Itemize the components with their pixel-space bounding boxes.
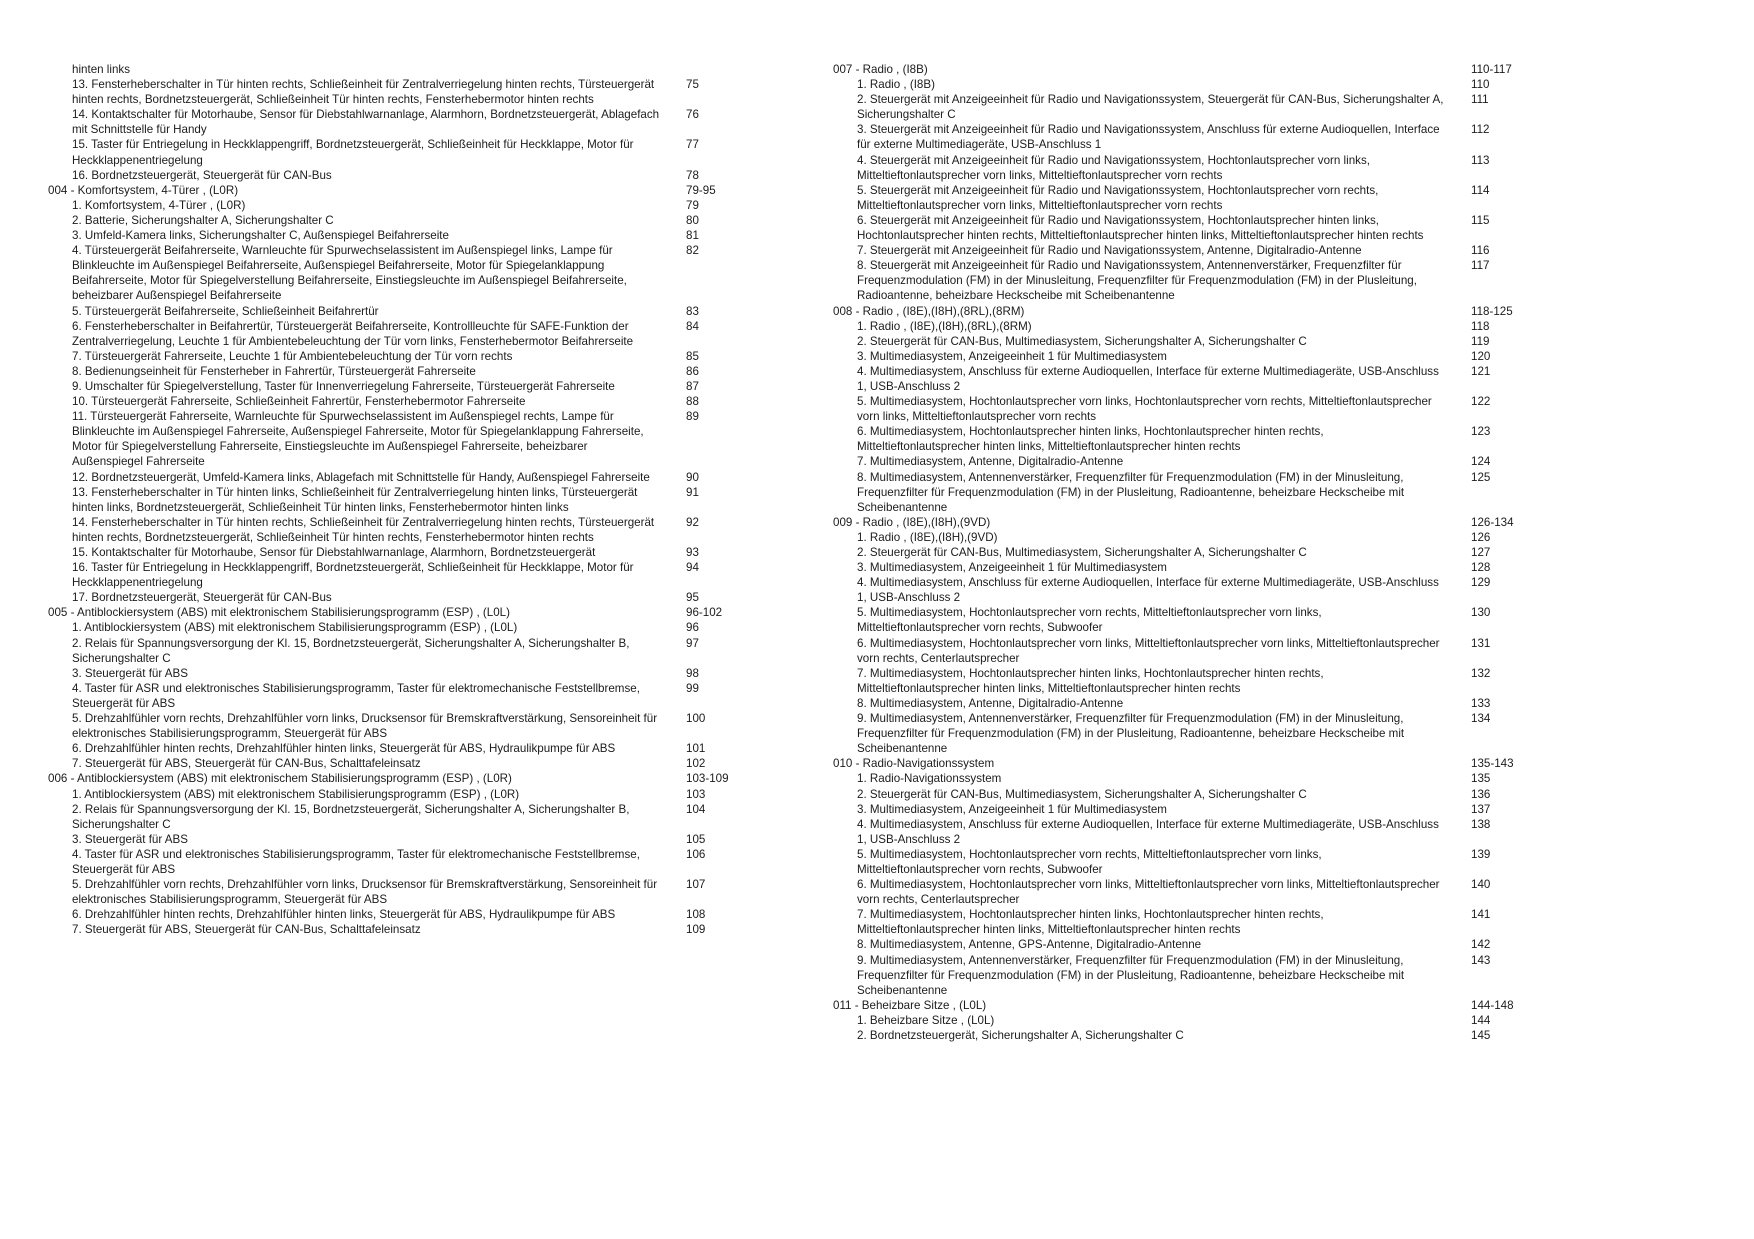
entry-page-number: 125 bbox=[1471, 470, 1491, 484]
entry-text: 7. Multimediasystem, Antenne, Digitalradio-Antenne bbox=[857, 455, 1124, 469]
toc-entry bbox=[833, 319, 1537, 334]
toc-entry bbox=[833, 937, 1537, 952]
entry-page-number: 107 bbox=[686, 878, 706, 892]
entry-page-number: 93 bbox=[686, 546, 699, 559]
entry-page-number: 126-134 bbox=[1471, 515, 1514, 529]
entry-page-number: 90 bbox=[686, 470, 699, 484]
entry-text: 15. Kontaktschalter für Motorhaube, Sensor für Diebstahlwarnanlage, Alarmhorn, Bordnetzsteuergerät bbox=[72, 546, 596, 559]
entry-text: 6. Multimediasystem, Hochtonlautsprecher vorn links, Mitteltieftonlautsprecher vorn links, Mitteltieftonlautsprecher vorn rechts, Centerlautsprecher bbox=[857, 636, 1440, 665]
entry-page-number: 114 bbox=[1471, 183, 1490, 197]
entry-page-number: 122 bbox=[1471, 395, 1491, 409]
toc-entry bbox=[48, 168, 752, 183]
entry-page-number: 95 bbox=[686, 591, 699, 605]
toc-entry bbox=[48, 741, 752, 756]
entry-text: 011 - Beheizbare Sitze , (L0L) bbox=[833, 998, 987, 1012]
entry-page-number: 140 bbox=[1471, 878, 1491, 892]
entry-page-number: 97 bbox=[686, 636, 699, 650]
entry-text: 1. Radio , (I8E),(I8H),(9VD) bbox=[857, 530, 998, 544]
entry-page-number: 124 bbox=[1471, 455, 1491, 469]
entry-text: 13. Fensterheberschalter in Tür hinten rechts, Schließeinheit für Zentralverriegelung hinten rechts, Türsteuergerät hinten rechts, Bordnetzsteuergerät, Schließeinheit Tür hinten rechts, Fensterhebermotor hinten rechts bbox=[72, 78, 655, 107]
entry-text: 2. Relais für Spannungsversorgung der Kl. 15, Bordnetzsteuergerät, Sicherungshalter A, Sicherungshalter B, Sicherungshalter C bbox=[72, 636, 630, 665]
entry-text: 6. Multimediasystem, Hochtonlautsprecher hinten links, Hochtonlautsprecher hinten rechts, Mitteltieftonlautsprecher hinten links, Mitteltieftonlautsprecher hinten rechts bbox=[857, 425, 1324, 454]
entry-text: 3. Multimediasystem, Anzeigeeinheit 1 für Multimediasystem bbox=[857, 349, 1167, 363]
entry-page-number: 134 bbox=[1471, 712, 1491, 726]
toc-entry bbox=[48, 62, 752, 77]
entry-text: 13. Fensterheberschalter in Tür hinten links, Schließeinheit für Zentralverriegelung hinten links, Türsteuergerät hinten links, Bordnetzsteuergerät, Schließeinheit Tür hinten links, Fensterhebermotor hinten links bbox=[72, 485, 638, 514]
entry-page-number: 120 bbox=[1471, 349, 1491, 363]
entry-text: 2. Steuergerät für CAN-Bus, Multimediasystem, Sicherungshalter A, Sicherungshalter C bbox=[857, 334, 1307, 348]
toc-entry bbox=[833, 998, 1537, 1013]
entry-page-number: 101 bbox=[686, 742, 706, 756]
entry-page-number: 141 bbox=[1471, 908, 1491, 922]
entry-page-number: 98 bbox=[686, 666, 699, 680]
toc-entry bbox=[48, 832, 752, 847]
entry-text: 008 - Radio , (I8E),(I8H),(8RL),(8RM) bbox=[833, 304, 1025, 318]
entry-page-number: 135-143 bbox=[1471, 757, 1514, 771]
toc-entry bbox=[48, 787, 752, 802]
toc-entry bbox=[833, 1028, 1537, 1043]
entry-page-number: 127 bbox=[1471, 546, 1491, 559]
toc-entry bbox=[833, 771, 1537, 786]
toc-entry bbox=[48, 304, 752, 319]
toc-column-left bbox=[48, 62, 752, 937]
entry-text: 5. Multimediasystem, Hochtonlautsprecher vorn links, Hochtonlautsprecher vorn rechts, Mitteltieftonlautsprecher vorn links, Mitteltieftonlautsprecher vorn rechts bbox=[857, 395, 1432, 424]
toc-entry bbox=[833, 122, 1537, 152]
toc-entry bbox=[48, 213, 752, 228]
entry-text: 4. Steuergerät mit Anzeigeeinheit für Radio und Navigationssystem, Hochtonlautsprecher vorn links, Mitteltieftonlautsprecher vorn links, Mitteltieftonlautsprecher vorn rechts bbox=[857, 153, 1370, 182]
entry-page-number: 96 bbox=[686, 621, 699, 635]
entry-page-number: 103-109 bbox=[686, 772, 729, 786]
toc-entry bbox=[48, 485, 752, 515]
toc-entry bbox=[48, 545, 752, 560]
entry-text: 009 - Radio , (I8E),(I8H),(9VD) bbox=[833, 515, 991, 529]
entry-text: 2. Relais für Spannungsversorgung der Kl. 15, Bordnetzsteuergerät, Sicherungshalter A, Sicherungshalter B, Sicherungshalter C bbox=[72, 802, 630, 831]
entry-text: 010 - Radio-Navigationssystem bbox=[833, 757, 995, 771]
toc-entry bbox=[48, 409, 752, 469]
entry-page-number: 81 bbox=[686, 229, 699, 243]
entry-page-number: 96-102 bbox=[686, 606, 723, 620]
toc-entry bbox=[48, 243, 752, 303]
entry-text: 007 - Radio , (I8B) bbox=[833, 63, 928, 76]
entry-page-number: 138 bbox=[1471, 817, 1491, 831]
toc-entry bbox=[833, 334, 1537, 349]
entry-page-number: 100 bbox=[686, 712, 706, 726]
toc-entry bbox=[48, 470, 752, 485]
entry-text: 4. Multimediasystem, Anschluss für externe Audioquellen, Interface für externe Multimediageräte, USB-Anschluss 1, USB-Anschluss 2 bbox=[857, 364, 1439, 393]
entry-page-number: 121 bbox=[1471, 364, 1491, 378]
entry-text: 1. Antiblockiersystem (ABS) mit elektronischem Stabilisierungsprogramm (ESP) , (L0L) bbox=[72, 621, 518, 635]
entry-page-number: 77 bbox=[686, 138, 699, 152]
entry-text: 14. Kontaktschalter für Motorhaube, Sensor für Diebstahlwarnanlage, Alarmhorn, Bordnetzsteuergerät, Ablagefach mit Schnittstelle für Handy bbox=[72, 108, 660, 137]
toc-entry bbox=[833, 666, 1537, 696]
entry-page-number: 85 bbox=[686, 349, 699, 363]
toc-entry bbox=[833, 213, 1537, 243]
entry-text: 10. Türsteuergerät Fahrerseite, Schließeinheit Fahrertür, Fensterhebermotor Fahrerseite bbox=[72, 395, 526, 409]
entry-text: hinten links bbox=[72, 63, 131, 76]
entry-page-number: 102 bbox=[686, 757, 706, 771]
entry-page-number: 75 bbox=[686, 78, 699, 92]
entry-text: 1. Radio , (I8B) bbox=[857, 78, 935, 92]
toc-entry bbox=[48, 756, 752, 771]
toc-entry bbox=[833, 1013, 1537, 1028]
entry-page-number: 84 bbox=[686, 319, 699, 333]
toc-entry bbox=[833, 183, 1537, 213]
entry-text: 1. Radio-Navigationssystem bbox=[857, 772, 1002, 786]
toc-entry bbox=[833, 258, 1537, 303]
entry-page-number: 94 bbox=[686, 561, 699, 575]
entry-page-number: 91 bbox=[686, 485, 699, 499]
toc-entry bbox=[48, 666, 752, 681]
toc-entry bbox=[48, 515, 752, 545]
entry-text: 1. Radio , (I8E),(I8H),(8RL),(8RM) bbox=[857, 319, 1032, 333]
entry-text: 3. Steuergerät für ABS bbox=[72, 832, 189, 846]
entry-text: 12. Bordnetzsteuergerät, Umfeld-Kamera links, Ablagefach mit Schnittstelle für Handy, Außenspiegel Fahrerseite bbox=[72, 470, 650, 484]
entry-text: 15. Taster für Entriegelung in Heckklappengriff, Bordnetzsteuergerät, Schließeinheit für Heckklappe, Motor für Heckklappenentriegelung bbox=[72, 138, 634, 167]
entry-text: 4. Multimediasystem, Anschluss für externe Audioquellen, Interface für externe Multimediageräte, USB-Anschluss 1, USB-Anschluss 2 bbox=[857, 817, 1439, 846]
toc-entry bbox=[48, 349, 752, 364]
toc-entry bbox=[833, 636, 1537, 666]
entry-page-number: 133 bbox=[1471, 696, 1491, 710]
toc-entry bbox=[833, 92, 1537, 122]
toc-entry bbox=[48, 379, 752, 394]
toc-entry bbox=[48, 364, 752, 379]
toc-entry bbox=[48, 620, 752, 635]
entry-page-number: 92 bbox=[686, 515, 699, 529]
entry-text: 16. Bordnetzsteuergerät, Steuergerät für CAN-Bus bbox=[72, 168, 332, 182]
entry-page-number: 87 bbox=[686, 379, 699, 393]
toc-entry bbox=[48, 802, 752, 832]
entry-page-number: 110-117 bbox=[1471, 63, 1512, 76]
entry-text: 6. Steuergerät mit Anzeigeeinheit für Radio und Navigationssystem, Hochtonlautsprecher hinten links, Hochtonlautsprecher hinten rechts, Mitteltieftonlautsprecher hinten links, Mitteltieftonlautsprecher hinten rechts bbox=[857, 213, 1424, 243]
entry-text: 7. Multimediasystem, Hochtonlautsprecher hinten links, Hochtonlautsprecher hinten rechts, Mitteltieftonlautsprecher hinten links, Mitteltieftonlautsprecher hinten rechts bbox=[857, 908, 1324, 937]
toc-entry bbox=[833, 787, 1537, 802]
toc-entry bbox=[48, 847, 752, 877]
entry-page-number: 79-95 bbox=[686, 183, 716, 197]
entry-page-number: 143 bbox=[1471, 953, 1491, 967]
entry-text: 4. Multimediasystem, Anschluss für externe Audioquellen, Interface für externe Multimediageräte, USB-Anschluss 1, USB-Anschluss 2 bbox=[857, 576, 1439, 605]
entry-text: 4. Türsteuergerät Beifahrerseite, Warnleuchte für Spurwechselassistent im Außenspiegel links, Lampe für Blinkleuchte im Außenspiegel Beifahrerseite, Außenspiegel Beifahrerseite, Motor für Spiegelanklappung Beifahrerseite, Motor für Spiegelverstellung Beifahrerseite, Einstiegsleuchte im Außenspiegel Beifahrerseite, beheizbarer Außenspiegel Beifahrerseite bbox=[72, 244, 627, 303]
toc-entry bbox=[48, 319, 752, 349]
toc-entry bbox=[833, 907, 1537, 937]
entry-text: 004 - Komfortsystem, 4-Türer , (L0R) bbox=[48, 183, 239, 197]
entry-page-number: 111 bbox=[1471, 93, 1489, 107]
toc-entry bbox=[48, 771, 752, 786]
toc-entry bbox=[833, 545, 1537, 560]
toc-entry bbox=[833, 953, 1537, 998]
entry-text: 6. Drehzahlfühler hinten rechts, Drehzahlfühler hinten links, Steuergerät für ABS, Hydraulikpumpe für ABS bbox=[72, 908, 616, 922]
toc-entry bbox=[833, 802, 1537, 817]
entry-page-number: 136 bbox=[1471, 787, 1491, 801]
entry-text: 5. Türsteuergerät Beifahrerseite, Schließeinheit Beifahrertür bbox=[72, 304, 379, 318]
toc-entry bbox=[833, 605, 1537, 635]
entry-text: 2. Bordnetzsteuergerät, Sicherungshalter A, Sicherungshalter C bbox=[857, 1029, 1184, 1042]
toc-entry bbox=[48, 183, 752, 198]
toc-entry bbox=[833, 847, 1537, 877]
toc-entry bbox=[833, 877, 1537, 907]
entry-text: 6. Fensterheberschalter in Beifahrertür, Türsteuergerät Beifahrerseite, Kontrollleuchte für SAFE-Funktion der Zentralverriegelung, Leuchte 1 für Ambientebeleuchtung der Tür vorn links, Fensterhebermotor Beifahrerseite bbox=[72, 319, 634, 348]
entry-text: 1. Antiblockiersystem (ABS) mit elektronischem Stabilisierungsprogramm (ESP) , (L0R) bbox=[72, 787, 520, 801]
entry-page-number: 144 bbox=[1471, 1013, 1491, 1027]
entry-page-number: 115 bbox=[1471, 213, 1490, 227]
entry-page-number: 108 bbox=[686, 908, 706, 922]
entry-page-number: 132 bbox=[1471, 666, 1491, 680]
entry-page-number: 123 bbox=[1471, 425, 1491, 439]
entry-page-number: 103 bbox=[686, 787, 706, 801]
toc-entry bbox=[48, 681, 752, 711]
entry-page-number: 106 bbox=[686, 847, 706, 861]
toc-entry bbox=[833, 560, 1537, 575]
entry-text: 5. Drehzahlfühler vorn rechts, Drehzahlfühler vorn links, Drucksensor für Bremskraftverstärkung, Sensoreinheit für elektronisches Stabilisierungsprogramm, Steuergerät für ABS bbox=[72, 878, 658, 907]
entry-text: 4. Taster für ASR und elektronisches Stabilisierungsprogramm, Taster für elektromechanische Feststellbremse, Steuergerät für ABS bbox=[72, 847, 640, 876]
entry-page-number: 135 bbox=[1471, 772, 1491, 786]
entry-text: 2. Steuergerät mit Anzeigeeinheit für Radio und Navigationssystem, Steuergerät für CAN-Bus, Sicherungshalter A, Sicherungshalter C bbox=[857, 93, 1444, 122]
toc-entry bbox=[833, 394, 1537, 424]
entry-page-number: 145 bbox=[1471, 1029, 1491, 1042]
entry-text: 8. Steuergerät mit Anzeigeeinheit für Radio und Navigationssystem, Antennenverstärker, Frequenzfilter für Frequenzmodulation (FM) in der Minusleitung, Frequenzfilter für Frequenzmodulation (FM) in der Plusleitung, Radioantenne, beheizbare Heckscheibe mit Scheibenantenne bbox=[857, 259, 1417, 303]
entry-page-number: 128 bbox=[1471, 561, 1491, 575]
toc-entry bbox=[833, 575, 1537, 605]
entry-text: 6. Multimediasystem, Hochtonlautsprecher vorn links, Mitteltieftonlautsprecher vorn links, Mitteltieftonlautsprecher vorn rechts, Centerlautsprecher bbox=[857, 878, 1440, 907]
entry-page-number: 126 bbox=[1471, 530, 1491, 544]
entry-text: 8. Multimediasystem, Antennenverstärker, Frequenzfilter für Frequenzmodulation (FM) in der Minusleitung, Frequenzfilter für Frequenzmodulation (FM) in der Plusleitung, Radioantenne, beheizbare Heckscheibe mit Scheibenantenne bbox=[857, 470, 1405, 514]
entry-text: 3. Multimediasystem, Anzeigeeinheit 1 für Multimediasystem bbox=[857, 561, 1167, 575]
toc-entry bbox=[48, 228, 752, 243]
entry-page-number: 129 bbox=[1471, 576, 1491, 590]
entry-text: 7. Türsteuergerät Fahrerseite, Leuchte 1 für Ambientebeleuchtung der Tür vorn rechts bbox=[72, 349, 513, 363]
toc-entry bbox=[833, 77, 1537, 92]
entry-page-number: 78 bbox=[686, 168, 699, 182]
toc-entry bbox=[48, 922, 752, 937]
entry-text: 1. Beheizbare Sitze , (L0L) bbox=[857, 1013, 995, 1027]
toc-entry bbox=[833, 530, 1537, 545]
toc-entry bbox=[48, 137, 752, 167]
toc-entry bbox=[48, 590, 752, 605]
entry-text: 9. Multimediasystem, Antennenverstärker, Frequenzfilter für Frequenzmodulation (FM) in der Minusleitung, Frequenzfilter für Frequenzmodulation (FM) in der Plusleitung, Radioantenne, beheizbare Heckscheibe mit Scheibenantenne bbox=[857, 712, 1405, 756]
entry-page-number: 118 bbox=[1471, 319, 1490, 333]
entry-page-number: 118-125 bbox=[1471, 304, 1513, 318]
entry-page-number: 88 bbox=[686, 395, 699, 409]
toc-entry bbox=[833, 153, 1537, 183]
entry-text: 6. Drehzahlfühler hinten rechts, Drehzahlfühler hinten links, Steuergerät für ABS, Hydraulikpumpe für ABS bbox=[72, 742, 616, 756]
toc-entry bbox=[48, 711, 752, 741]
entry-text: 7. Steuergerät für ABS, Steuergerät für CAN-Bus, Schalttafeleinsatz bbox=[72, 757, 421, 771]
entry-text: 9. Umschalter für Spiegelverstellung, Taster für Innenverriegelung Fahrerseite, Türsteuergerät Fahrerseite bbox=[72, 379, 615, 393]
entry-text: 3. Steuergerät mit Anzeigeeinheit für Radio und Navigationssystem, Anschluss für externe Audioquellen, Interface für externe Multimediageräte, USB-Anschluss 1 bbox=[857, 123, 1440, 152]
entry-text: 14. Fensterheberschalter in Tür hinten rechts, Schließeinheit für Zentralverriegelung hinten rechts, Türsteuergerät hinten rechts, Bordnetzsteuergerät, Schließeinheit Tür hinten rechts, Fensterhebermotor hinten rechts bbox=[72, 515, 655, 544]
entry-text: 8. Bedienungseinheit für Fensterheber in Fahrertür, Türsteuergerät Fahrerseite bbox=[72, 364, 476, 378]
entry-page-number: 131 bbox=[1471, 636, 1491, 650]
entry-text: 11. Türsteuergerät Fahrerseite, Warnleuchte für Spurwechselassistent im Außenspiegel rechts, Lampe für Blinkleuchte im Außenspiegel Fahrerseite, Außenspiegel Fahrerseite, Motor für Spiegelanklappung Fahrerseite, Motor für Spiegelverstellung Fahrerseite, Einstiegsleuchte im Außenspiegel Fahrerseite, beheizbarer Außenspiegel Fahrerseite bbox=[72, 410, 644, 469]
entry-text: 3. Multimediasystem, Anzeigeeinheit 1 für Multimediasystem bbox=[857, 802, 1167, 816]
entry-page-number: 113 bbox=[1471, 153, 1490, 167]
toc-entry bbox=[48, 198, 752, 213]
entry-text: 006 - Antiblockiersystem (ABS) mit elektronischem Stabilisierungsprogramm (ESP) , (L0R) bbox=[48, 772, 512, 786]
toc-entry bbox=[833, 364, 1537, 394]
entry-page-number: 89 bbox=[686, 410, 699, 424]
toc-entry bbox=[48, 107, 752, 137]
entry-page-number: 80 bbox=[686, 213, 699, 227]
entry-page-number: 117 bbox=[1471, 259, 1490, 273]
toc-entry bbox=[833, 817, 1537, 847]
entry-text: 7. Multimediasystem, Hochtonlautsprecher hinten links, Hochtonlautsprecher hinten rechts, Mitteltieftonlautsprecher hinten links, Mitteltieftonlautsprecher hinten rechts bbox=[857, 666, 1324, 695]
entry-text: 3. Umfeld-Kamera links, Sicherungshalter C, Außenspiegel Beifahrerseite bbox=[72, 229, 449, 243]
entry-page-number: 86 bbox=[686, 364, 699, 378]
entry-page-number: 104 bbox=[686, 802, 706, 816]
toc-entry bbox=[833, 304, 1537, 319]
entry-page-number: 130 bbox=[1471, 606, 1491, 620]
entry-text: 3. Steuergerät für ABS bbox=[72, 666, 189, 680]
entry-page-number: 105 bbox=[686, 832, 706, 846]
entry-text: 5. Drehzahlfühler vorn rechts, Drehzahlfühler vorn links, Drucksensor für Bremskraftverstärkung, Sensoreinheit für elektronisches Stabilisierungsprogramm, Steuergerät für ABS bbox=[72, 712, 658, 741]
toc-entry bbox=[48, 605, 752, 620]
entry-text: 8. Multimediasystem, Antenne, Digitalradio-Antenne bbox=[857, 696, 1124, 710]
entry-page-number: 109 bbox=[686, 923, 706, 937]
toc-entry bbox=[833, 243, 1537, 258]
entry-page-number: 112 bbox=[1471, 123, 1490, 137]
entry-text: 5. Multimediasystem, Hochtonlautsprecher vorn rechts, Mitteltieftonlautsprecher vorn links, Mitteltieftonlautsprecher vorn rechts, Subwoofer bbox=[857, 847, 1322, 876]
entry-page-number: 119 bbox=[1471, 334, 1490, 348]
entry-text: 2. Steuergerät für CAN-Bus, Multimediasystem, Sicherungshalter A, Sicherungshalter C bbox=[857, 546, 1307, 559]
toc-entry bbox=[48, 77, 752, 107]
toc-entry bbox=[48, 636, 752, 666]
toc-entry bbox=[833, 62, 1537, 77]
entry-page-number: 76 bbox=[686, 108, 699, 122]
entry-page-number: 110 bbox=[1471, 78, 1490, 92]
entry-page-number: 82 bbox=[686, 244, 699, 258]
toc-entry bbox=[833, 424, 1537, 454]
entry-page-number: 99 bbox=[686, 681, 699, 695]
toc-entry bbox=[833, 711, 1537, 756]
toc-entry bbox=[48, 877, 752, 907]
entry-page-number: 139 bbox=[1471, 847, 1491, 861]
toc-entry bbox=[48, 907, 752, 922]
toc-entry bbox=[833, 454, 1537, 469]
toc-entry bbox=[833, 696, 1537, 711]
entry-page-number: 79 bbox=[686, 198, 699, 212]
entry-text: 7. Steuergerät mit Anzeigeeinheit für Radio und Navigationssystem, Antenne, Digitalradio-Antenne bbox=[857, 244, 1362, 258]
entry-text: 1. Komfortsystem, 4-Türer , (L0R) bbox=[72, 198, 246, 212]
entry-page-number: 116 bbox=[1471, 244, 1490, 258]
entry-text: 9. Multimediasystem, Antennenverstärker, Frequenzfilter für Frequenzmodulation (FM) in der Minusleitung, Frequenzfilter für Frequenzmodulation (FM) in der Plusleitung, Radioantenne, beheizbare Heckscheibe mit Scheibenantenne bbox=[857, 953, 1405, 997]
entry-page-number: 144-148 bbox=[1471, 998, 1514, 1012]
entry-text: 5. Multimediasystem, Hochtonlautsprecher vorn rechts, Mitteltieftonlautsprecher vorn links, Mitteltieftonlautsprecher vorn rechts, Subwoofer bbox=[857, 606, 1322, 635]
toc-entry bbox=[833, 756, 1537, 771]
entry-page-number: 83 bbox=[686, 304, 699, 318]
entry-text: 2. Steuergerät für CAN-Bus, Multimediasystem, Sicherungshalter A, Sicherungshalter C bbox=[857, 787, 1307, 801]
entry-text: 7. Steuergerät für ABS, Steuergerät für CAN-Bus, Schalttafeleinsatz bbox=[72, 923, 421, 937]
toc-entry bbox=[833, 515, 1537, 530]
entry-text: 5. Steuergerät mit Anzeigeeinheit für Radio und Navigationssystem, Hochtonlautsprecher vorn rechts, Mitteltieftonlautsprecher vorn links, Mitteltieftonlautsprecher vorn rechts bbox=[857, 183, 1379, 212]
toc-entry bbox=[48, 560, 752, 590]
toc-column-right bbox=[833, 62, 1537, 1043]
entry-text: 4. Taster für ASR und elektronisches Stabilisierungsprogramm, Taster für elektromechanische Feststellbremse, Steuergerät für ABS bbox=[72, 681, 640, 710]
entry-text: 16. Taster für Entriegelung in Heckklappengriff, Bordnetzsteuergerät, Schließeinheit für Heckklappe, Motor für Heckklappenentriegelung bbox=[72, 561, 634, 590]
entry-text: 17. Bordnetzsteuergerät, Steuergerät für CAN-Bus bbox=[72, 591, 332, 605]
entry-page-number: 137 bbox=[1471, 802, 1491, 816]
entry-page-number: 142 bbox=[1471, 938, 1491, 952]
toc-entry bbox=[48, 394, 752, 409]
toc-entry bbox=[833, 470, 1537, 515]
entry-text: 8. Multimediasystem, Antenne, GPS-Antenne, Digitalradio-Antenne bbox=[857, 938, 1202, 952]
entry-text: 2. Batterie, Sicherungshalter A, Sicherungshalter C bbox=[72, 213, 334, 227]
toc-entry bbox=[833, 349, 1537, 364]
entry-text: 005 - Antiblockiersystem (ABS) mit elektronischem Stabilisierungsprogramm (ESP) , (L0L) bbox=[48, 606, 510, 620]
